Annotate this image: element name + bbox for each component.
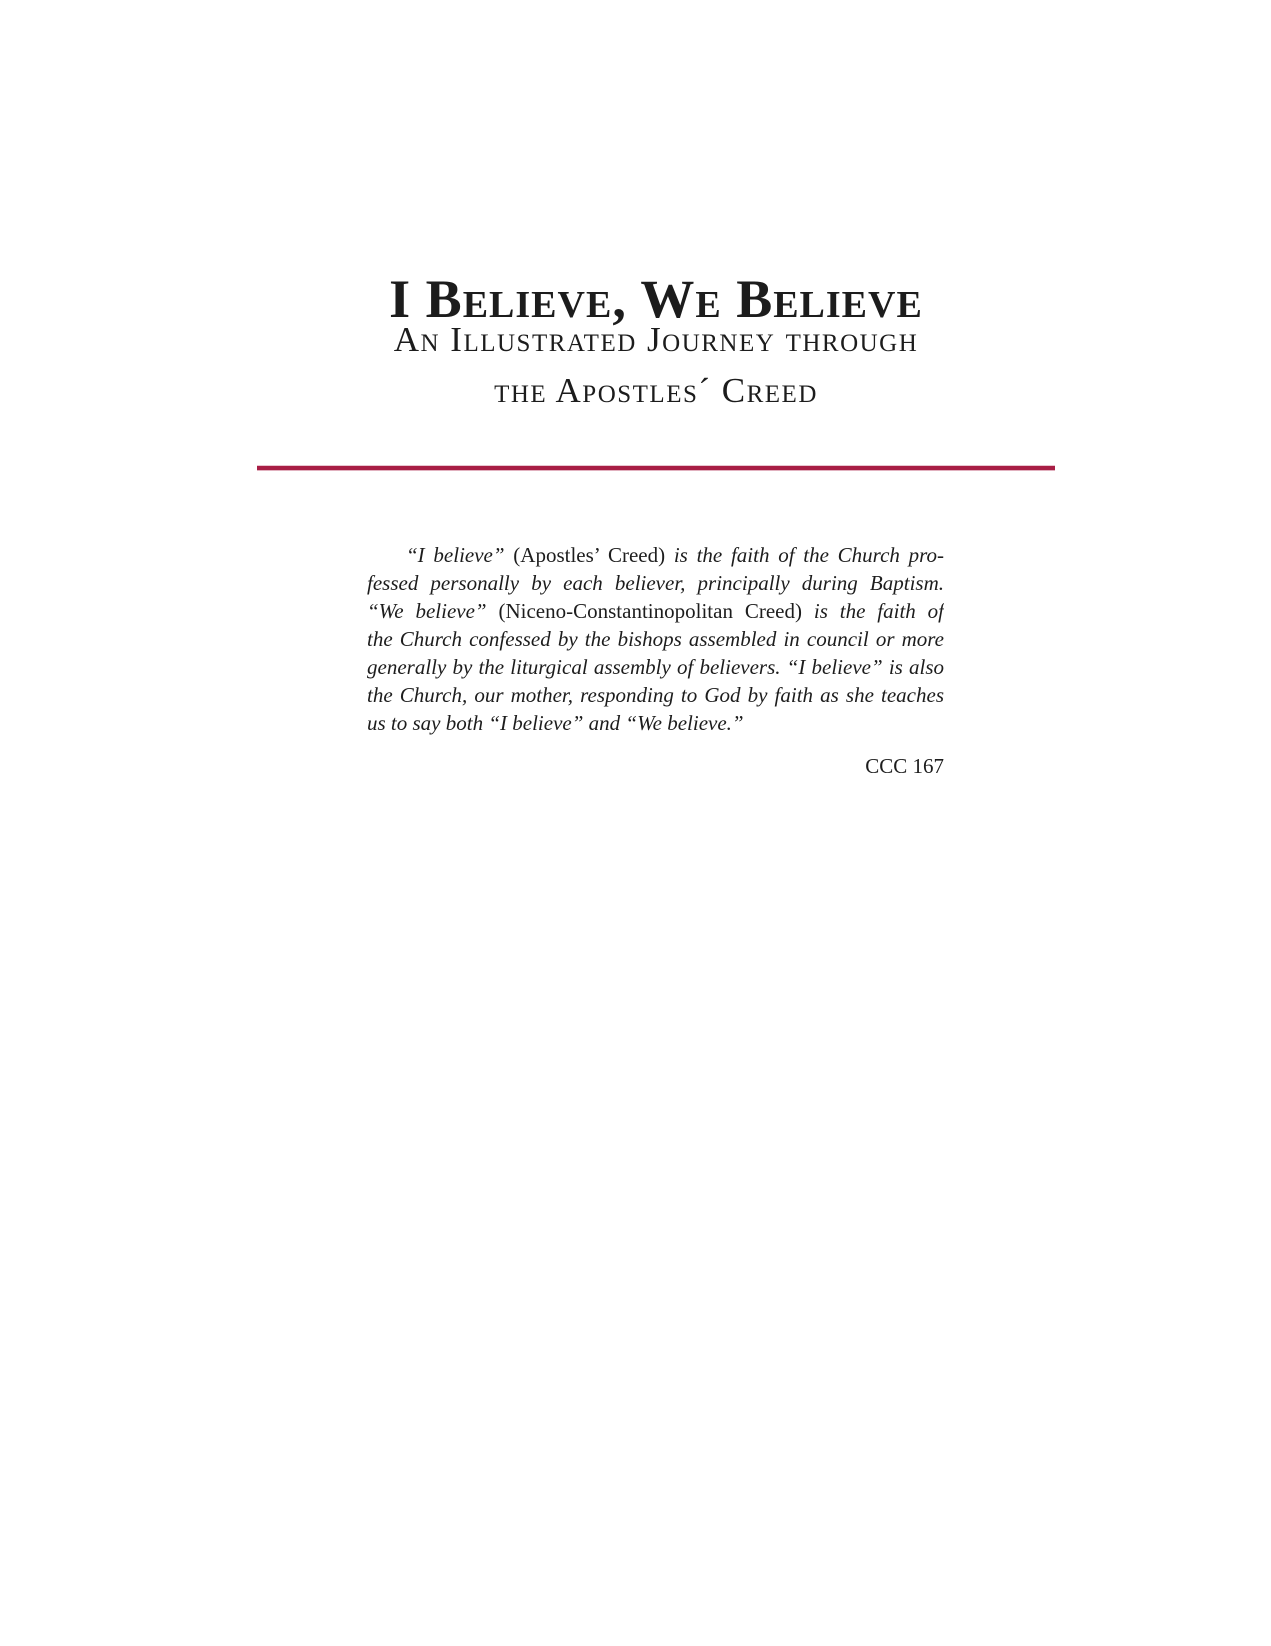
quote-segment: (Apostles’ Creed) — [513, 543, 674, 567]
page-subtitle — [257, 314, 1055, 416]
quote-line — [367, 681, 944, 709]
quote-line — [367, 709, 944, 737]
subtitle-line-1: An Illustrated Journey through — [393, 320, 919, 359]
quote-segment: the Church, our mother, responding to God by faith as she teaches — [367, 683, 944, 707]
red-divider-rule — [257, 466, 1055, 470]
epigraph-quote — [367, 541, 944, 737]
quote-segment: “We believe” — [367, 599, 499, 623]
quote-segment: generally by the liturgical assembly of believers. “I believe” is also — [367, 655, 944, 679]
quote-segment: is the faith of the Church pro- — [673, 543, 944, 567]
subtitle-line-2: the Apostles´ Creed — [494, 371, 818, 410]
quote-segment: us to say both “I believe” and “We believe.” — [367, 711, 744, 735]
content-column — [257, 0, 1055, 1646]
quote-segment: the Church confessed by the bishops assembled in council or more — [367, 627, 944, 651]
quote-line — [367, 653, 944, 681]
quote-segment: is the faith of — [813, 599, 944, 623]
quote-line — [367, 625, 944, 653]
quote-segment: (Niceno-Constantinopolitan Creed) — [498, 599, 814, 623]
quote-segment: fessed personally by each believer, principally during Baptism. — [367, 571, 944, 595]
page-title: I Believe, We Believe — [389, 269, 923, 330]
quote-line — [367, 597, 944, 625]
quote-line — [367, 569, 944, 597]
quote-line — [367, 541, 944, 569]
quote-segment: “I believe” — [406, 543, 514, 567]
quote-attribution: CCC 167 — [865, 754, 944, 778]
